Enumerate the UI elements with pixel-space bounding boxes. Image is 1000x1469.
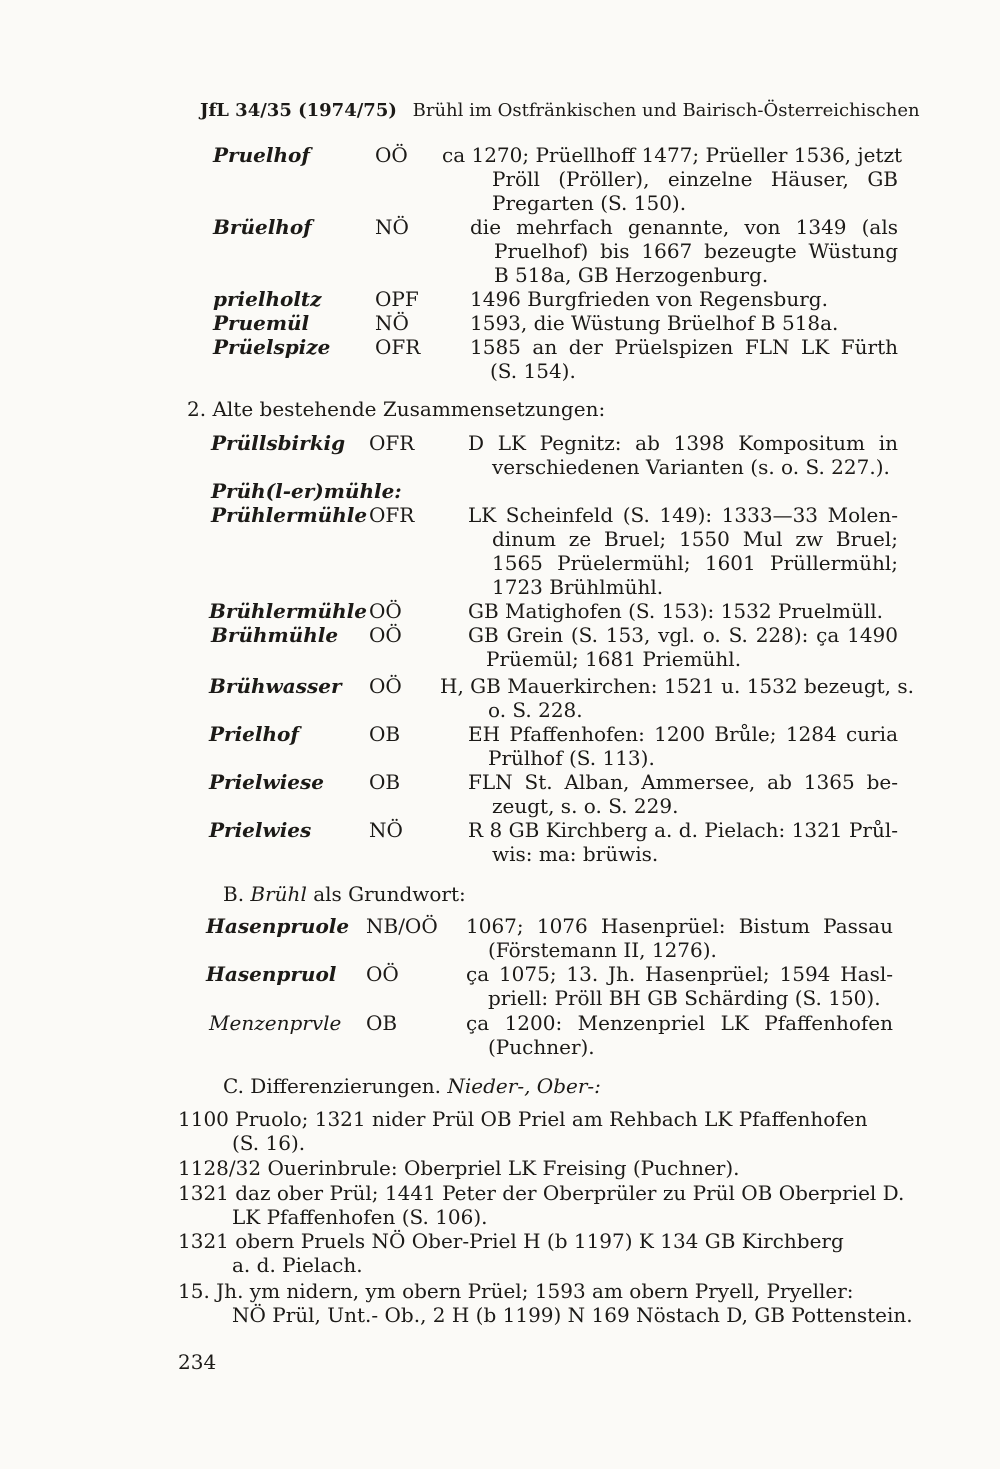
entry-desc-line: 1496 Burgfrieden von Regensburg. [470, 287, 828, 311]
item-line: 1321 obern Pruels NÖ Ober-Priel H (b 1197) K 134 GB Kirchberg [178, 1229, 844, 1253]
entry-desc-line: B 518a, GB Herzogenburg. [494, 263, 769, 287]
list-item [178, 1279, 913, 1327]
entry [0, 479, 1000, 503]
entry-desc-line: (Puchner). [488, 1035, 595, 1059]
running-header [200, 100, 920, 121]
entry-desc-line: D LK Pegnitz: ab 1398 Kompositum in [468, 431, 898, 455]
entry-term: Prielwies [209, 818, 312, 842]
entry-term: Pruelhof [213, 143, 310, 167]
entry [0, 674, 1000, 722]
entry-region: OFR [375, 335, 421, 359]
item-line: a. d. Pielach. [232, 1253, 363, 1277]
entry-desc-line: 1565 Prüelermühl; 1601 Prüllermühl; [492, 551, 898, 575]
entry-desc-line: ca 1270; Prüellhoff 1477; Prüeller 1536, jetzt [442, 143, 903, 167]
entry-desc-line: GB Grein (S. 153, vgl. o. S. 228): ça 1490 [468, 623, 898, 647]
section-heading [223, 882, 466, 906]
list-item [178, 1181, 905, 1229]
entry-term: Prüelspize [213, 335, 331, 359]
entry-desc-line: Prülhof (S. 113). [488, 746, 655, 770]
list-item [178, 1229, 892, 1277]
entry-desc-line: FLN St. Alban, Ammersee, ab 1365 be- [468, 770, 898, 794]
entry [0, 623, 1000, 671]
entry-desc-line: die mehrfach genannte, von 1349 (als [470, 215, 898, 239]
section-keyword: Brühl [250, 882, 307, 906]
entry-desc-line: wis: ma: brüwis. [492, 842, 659, 866]
entry [0, 914, 1000, 962]
entry-desc-line: (Förstemann II, 1276). [488, 938, 717, 962]
entry-term: prielholtz [213, 287, 322, 311]
entry-desc-line: priell: Pröll BH GB Schärding (S. 150). [488, 986, 881, 1010]
entry [0, 215, 1000, 287]
entry-desc-line: Pregarten (S. 150). [492, 191, 687, 215]
entry-region: OÖ [375, 143, 408, 167]
entry-desc-line: 1723 Brühlmühl. [492, 575, 664, 599]
entry-desc-line: GB Matighofen (S. 153): 1532 Pruelmüll. [468, 599, 884, 623]
entry [0, 503, 1000, 599]
entry [0, 287, 1000, 311]
entry [0, 311, 1000, 335]
item-line: 1128/32 Ouerinbrule: Oberpriel LK Freising (Puchner). [178, 1156, 740, 1180]
entry-term: Brüelhof [213, 215, 312, 239]
entry [0, 1011, 1000, 1059]
entry-term: Prühlermühle [211, 503, 368, 527]
entry-region: NB/OÖ [366, 914, 438, 938]
entry-term: Menzenprvle [209, 1011, 342, 1035]
entry-desc-line: zeugt, s. o. S. 229. [492, 794, 679, 818]
entry-desc-line: 1585 an der Prüelspizen FLN LK Fürth [470, 335, 898, 359]
item-line: NÖ Prül, Unt.- Ob., 2 H (b 1199) N 169 Nöstach D, GB Pottenstein. [232, 1303, 913, 1327]
entry-term: Prielhof [209, 722, 299, 746]
entry [0, 770, 1000, 818]
entry-region: OÖ [369, 623, 402, 647]
entry [0, 431, 1000, 479]
entry-term: Prüllsbirkig [211, 431, 346, 455]
entry-desc-line: 1593, die Wüstung Brüelhof B 518a. [470, 311, 839, 335]
entry-region: NÖ [375, 311, 409, 335]
entry-desc-line: Prüemül; 1681 Priemühl. [486, 647, 742, 671]
header-title: Brühl im Ostfränkischen und Bairisch-Österreichischen [412, 100, 920, 121]
entry-term: Prielwiese [209, 770, 325, 794]
entry-desc-line: ça 1075; 13. Jh. Hasenprüel; 1594 Hasl- [466, 962, 893, 986]
entry-region: OFR [369, 431, 415, 455]
entry-region: OÖ [366, 962, 399, 986]
page-number: 234 [178, 1350, 217, 1374]
entry [0, 599, 1000, 623]
journal-reference: JfL 34/35 (1974/75) [200, 100, 397, 121]
entry-region: OÖ [369, 599, 402, 623]
item-line: LK Pfaffenhofen (S. 106). [232, 1205, 488, 1229]
item-line: 15. Jh. ym nidern, ym obern Prüel; 1593 am obern Pryell, Pryeller: [178, 1279, 854, 1303]
entry-region: NÖ [375, 215, 409, 239]
entry-desc-line: Pruelhof) bis 1667 bezeugte Wüstung [494, 239, 898, 263]
entry-desc-line: ça 1200: Menzenpriel LK Pfaffenhofen [466, 1011, 893, 1035]
entry-desc-line: Pröll (Pröller), einzelne Häuser, GB [492, 167, 898, 191]
entry-desc-line: EH Pfaffenhofen: 1200 Brůle; 1284 curia [468, 722, 898, 746]
entry-region: OÖ [369, 674, 402, 698]
entry-desc-line: (S. 154). [490, 359, 576, 383]
entry-region: OFR [369, 503, 415, 527]
section-rest: als Grundwort: [313, 882, 466, 906]
entry-desc-line: 1067; 1076 Hasenprüel: Bistum Passau [466, 914, 893, 938]
entry-region: OB [366, 1011, 398, 1035]
entry-term: Brühlermühle [209, 599, 367, 623]
entry-region: OPF [375, 287, 419, 311]
entry-region: OB [369, 722, 401, 746]
entry-region: OB [369, 770, 401, 794]
section-prefix: B. [223, 882, 245, 906]
list-item [178, 1107, 892, 1155]
item-line: 1100 Pruolo; 1321 nider Prül OB Priel am Rehbach LK Pfaffenhofen [178, 1107, 868, 1131]
section-heading: 2. Alte bestehende Zusammensetzungen: [187, 397, 606, 421]
entry-desc-line: o. S. 228. [488, 698, 583, 722]
entry-desc-line: R 8 GB Kirchberg a. d. Pielach: 1321 Průl- [468, 818, 898, 842]
entry [0, 335, 1000, 383]
item-line: 1321 daz ober Prül; 1441 Peter der Oberprüler zu Prül OB Oberpriel D. [178, 1181, 905, 1205]
entry-region: NÖ [369, 818, 403, 842]
entry-term: Prüh(l-er)mühle: [211, 479, 402, 503]
entry [0, 818, 1000, 866]
item-line: (S. 16). [232, 1131, 306, 1155]
entry [0, 962, 1000, 1010]
entry-term: Hasenpruole [206, 914, 350, 938]
entry [0, 722, 1000, 770]
entry-desc-line: dinum ze Bruel; 1550 Mul zw Bruel; [492, 527, 898, 551]
section-keyword: Nieder-, Ober-: [447, 1074, 601, 1098]
entry [0, 143, 1000, 215]
entry-desc-line: LK Scheinfeld (S. 149): 1333—33 Molen- [468, 503, 898, 527]
section-prefix: C. Differenzierungen. [223, 1074, 442, 1098]
entry-term: Brühwasser [209, 674, 342, 698]
section-heading [223, 1074, 601, 1098]
entry-desc-line: verschiedenen Varianten (s. o. S. 227.). [492, 455, 890, 479]
entry-term: Hasenpruol [206, 962, 337, 986]
entry-term: Brühmühle [211, 623, 339, 647]
entry-desc-line: H, GB Mauerkirchen: 1521 u. 1532 bezeugt, s. [440, 674, 915, 698]
list-item [178, 1156, 892, 1180]
entry-term: Pruemül [213, 311, 310, 335]
